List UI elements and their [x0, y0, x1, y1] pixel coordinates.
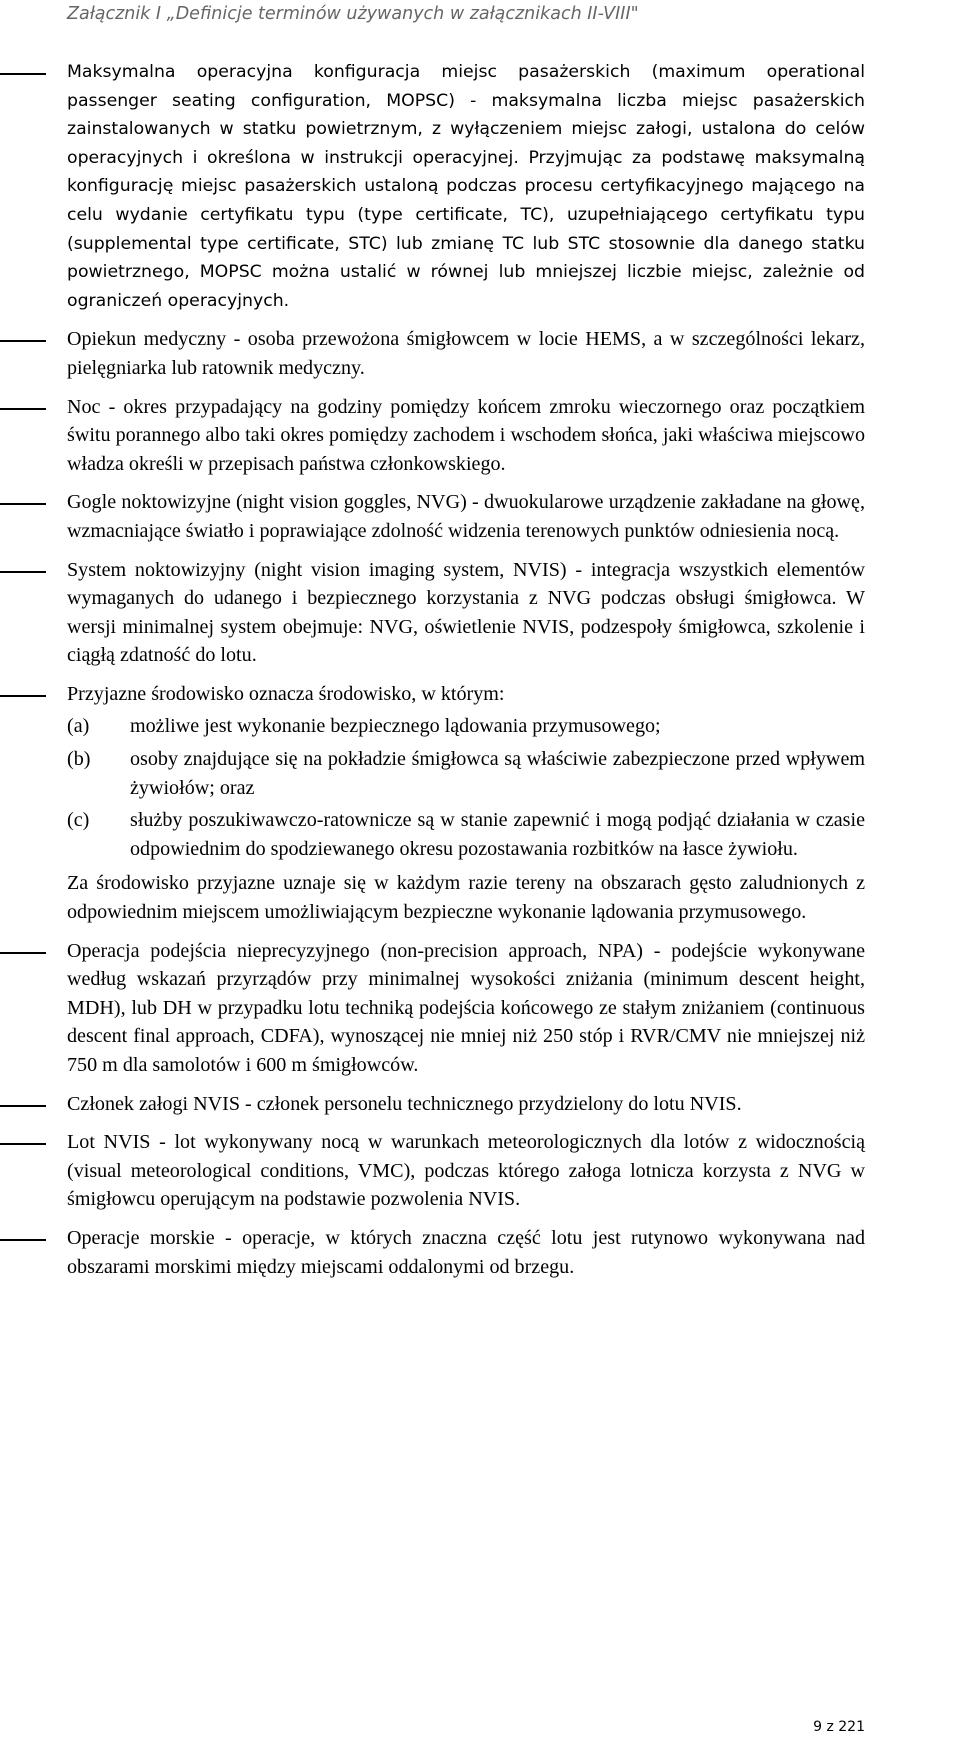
- list-item: [67, 712, 865, 741]
- definition-lot-nvis: [0, 1128, 960, 1214]
- sub-list: [67, 712, 865, 863]
- list-item-text: możliwe jest wykonanie bezpiecznego lądowania przymusowego;: [130, 715, 661, 738]
- bullet-dash: [0, 408, 46, 410]
- definition-text: Przyjazne środowisko oznacza środowisko, w którym:: [67, 682, 505, 705]
- list-item-label: (c): [67, 809, 90, 832]
- definition-npa: [0, 937, 960, 1080]
- bullet-dash: [0, 1239, 46, 1241]
- list-item-label: (b): [67, 748, 91, 771]
- bullet-dash: [0, 695, 46, 697]
- definition-nvg: [0, 488, 960, 545]
- definition-text: Operacja podejścia nieprecyzyjnego (non-precision approach, NPA) - podejście wykonywane według wskazań przyrządów przy minimalnej wysokości zniżania (minimum descent height, MDH), lub DH w przypadku lotu techniką podejścia końcowego ze stałym zniżaniem (continuous descent final approach, CDFA), wynoszącej nie mniej niż 250 stóp i RVR/CMV nie mniejszej niż 750 m dla samolotów i 600 m śmigłowców.: [67, 939, 865, 1076]
- page-number: 9 z 221: [813, 1719, 865, 1735]
- bullet-dash: [0, 952, 46, 954]
- bullet-dash: [0, 1105, 46, 1107]
- list-item-text: służby poszukiwawczo-ratownicze są w stanie zapewnić i mogą podjąć działania w czasie odpowiednim do spodziewanego okresu pozostawania rozbitków na łasce żywiołu.: [130, 809, 865, 860]
- bullet-dash: [0, 1143, 46, 1145]
- bullet-dash: [0, 571, 46, 573]
- list-item: [67, 806, 865, 863]
- bullet-dash: [0, 503, 46, 505]
- definition-nvis: [0, 556, 960, 670]
- list-item-text: osoby znajdujące się na pokładzie śmigłowca są właściwie zabezpieczone przed wpływem żywiołów; oraz: [130, 748, 865, 799]
- definition-operacje-morskie: [0, 1224, 960, 1281]
- definition-czlonek-zalogi-nvis: [0, 1090, 960, 1119]
- bullet-dash: [0, 340, 46, 342]
- definition-przyjazne-srodowisko: [0, 680, 960, 927]
- list-item-label: (a): [67, 715, 90, 738]
- definition-opiekun-medyczny: [0, 325, 960, 382]
- definition-text: Noc - okres przypadający na godziny pomiędzy końcem zmroku wieczornego oraz początkiem świtu porannego albo taki okres pomiędzy zachodem i wschodem słońca, jaki właściwa miejscowo władza określi w przepisach państwa członkowskiego.: [67, 395, 865, 475]
- bullet-dash: [0, 73, 46, 75]
- definition-text: Lot NVIS - lot wykonywany nocą w warunkach meteorologicznych dla lotów z widocznością (visual meteorological conditions, VMC), podczas którego załoga lotnicza korzysta z NVG w śmigłowcu operującym na podstawie pozwolenia NVIS.: [67, 1131, 865, 1211]
- definition-note: Za środowisko przyjazne uznaje się w każdym razie tereny na obszarach gęsto zaludnionych z odpowiednim miejscem umożliwiającym bezpieczne wykonanie lądowania przymusowego.: [67, 872, 865, 924]
- definition-noc: [0, 393, 960, 479]
- definition-text: Operacje morskie - operacje, w których znaczna część lotu jest rutynowo wykonywana nad obszarami morskimi między miejscami oddalonymi od brzegu.: [67, 1226, 865, 1278]
- definition-text: Maksymalna operacyjna konfiguracja miejsc pasażerskich (maximum operational passenger seating configuration, MOPSC) - maksymalna liczba miejsc pasażerskich zainstalowanych w statku powietrznym, z wyłączeniem miejsc załogi, ustalona do celów operacyjnych i określona w instrukcji operacyjnej. Przyjmując za podstawę maksymalną konfigurację miejsc pasażerskich ustaloną podczas procesu certyfikacyjnego mającego na celu wydanie certyfikatu typu (type certificate, TC), uzupełniającego certyfikatu typu (supplemental type certificate, STC) lub zmianę TC lub STC stosownie dla danego statku powietrznego, MOPSC można ustalić w równej lub mniejszej liczbie miejsc, zależnie od ograniczeń operacyjnych.: [67, 62, 865, 311]
- definition-text: Opiekun medyczny - osoba przewożona śmigłowcem w locie HEMS, a w szczególności lekarz, pielęgniarka lub ratownik medyczny.: [67, 328, 865, 379]
- list-item: [67, 745, 865, 802]
- page-header: Załącznik I „Definicje terminów używanych w załącznikach II-VIII": [67, 4, 639, 24]
- definition-text: Członek załogi NVIS - członek personelu technicznego przydzielony do lotu NVIS.: [67, 1092, 742, 1115]
- definition-mopsc: [0, 58, 960, 315]
- document-body: [0, 58, 960, 1291]
- definition-text: System noktowizyjny (night vision imaging system, NVIS) - integracja wszystkich elementów wymaganych do udanego i bezpiecznego korzystania z NVG podczas obsługi śmigłowca. W wersji minimalnej system obejmuje: NVG, oświetlenie NVIS, podzespoły śmigłowca, szkolenie i ciągłą zdatność do lotu.: [67, 558, 865, 667]
- definition-text: Gogle noktowizyjne (night vision goggles, NVG) - dwuokularowe urządzenie zakładane na głowę, wzmacniające światło i poprawiające zdolność widzenia terenowych punktów odniesienia nocą.: [67, 491, 865, 542]
